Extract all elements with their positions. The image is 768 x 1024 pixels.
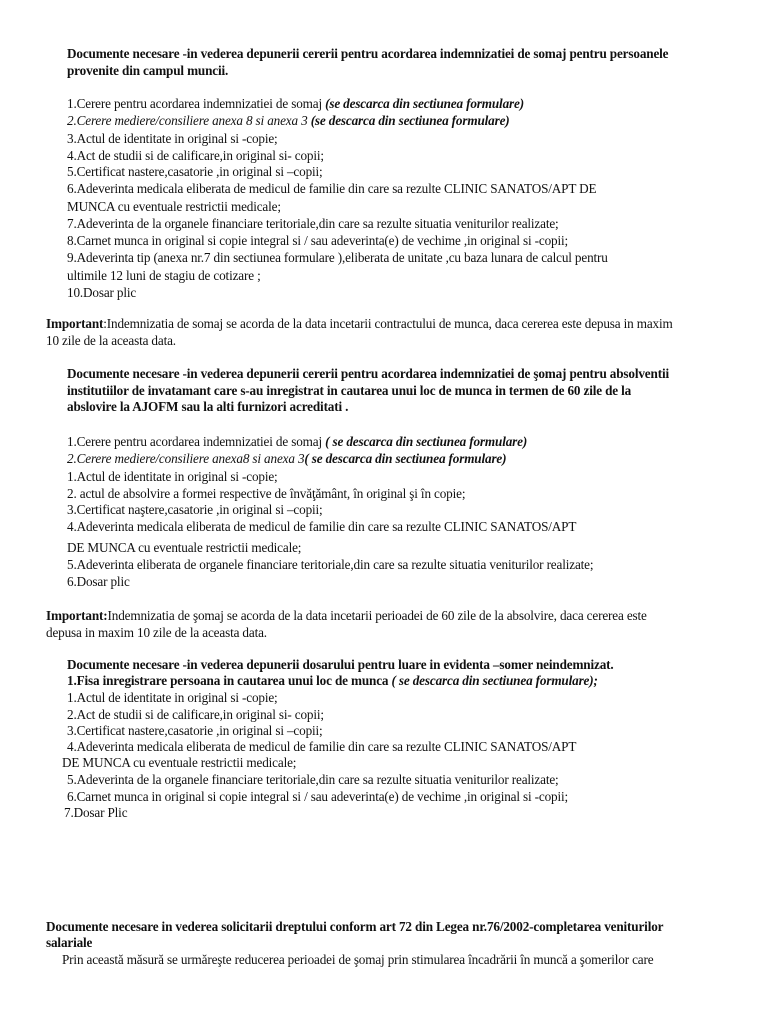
section1-heading-line1: Documente necesare -in vederea depunerii cererii pentru acordarea indemnizatiei de somaj pentru persoanele bbox=[67, 46, 669, 61]
section1-item-8: 8.Carnet munca in original si copie integral si / sau adeverinta(e) de vechime ,in original si -copii; bbox=[67, 233, 569, 248]
section1-item-4: 4.Act de studii si de calificare,in original si- copii; bbox=[67, 148, 324, 163]
section3-heading: Documente necesare -in vederea depunerii dosarului pentru luare in evidenta –somer neindemnizat. bbox=[67, 657, 614, 672]
item-text: 1.Fisa inregistrare persoana in cautarea unui loc de munca bbox=[67, 673, 392, 688]
section3-item-1: 1.Actul de identitate in original si -copie; bbox=[67, 690, 278, 705]
section2-item-1 bbox=[67, 434, 527, 450]
item-text: 1.Cerere pentru acordarea indemnizatiei de somaj bbox=[67, 434, 326, 449]
section3-item-5: 5.Adeverinta de la organele financiare teritoriale,din care sa rezulte situatia veniturilor realizate; bbox=[67, 772, 559, 787]
section3-item-fisa bbox=[67, 673, 598, 689]
item-text: 2.Cerere mediere/consiliere anexa 8 si anexa 3 bbox=[67, 113, 311, 128]
item-text: 2.Cerere mediere/consiliere anexa8 si anexa 3 bbox=[67, 451, 305, 466]
section1-item-9: 9.Adeverinta tip (anexa nr.7 din sectiunea formulare ),eliberata de unitate ,cu baza lunara de calcul pentru bbox=[67, 250, 608, 265]
section1-item-2 bbox=[67, 113, 510, 129]
section2-heading-line3: abslovire la AJOFM sau la alti furnizori acreditati . bbox=[67, 399, 349, 414]
section2-item-2 bbox=[67, 451, 506, 467]
important-label: Important bbox=[46, 316, 104, 331]
item-note: (se descarca din sectiunea formulare) bbox=[325, 96, 524, 111]
item-note: ( se descarca din sectiunea formulare); bbox=[391, 673, 598, 688]
important-text: :Indemnizatia de somaj se acorda de la data incetarii contractului de munca, daca cererea este depusa in maxim bbox=[103, 316, 673, 331]
item-note: (se descarca din sectiunea formulare) bbox=[310, 113, 510, 128]
section1-important-line1 bbox=[46, 316, 673, 332]
section4-paragraph: Prin această măsură se urmăreşte reducerea perioadei de şomaj prin stimularea încadrării în muncă a şomerilor care bbox=[62, 952, 654, 967]
section3-item-4-cont: DE MUNCA cu eventuale restrictii medicale; bbox=[62, 755, 297, 770]
section1-item-3: 3.Actul de identitate in original si -copie; bbox=[67, 131, 278, 146]
section2-item-3: 1.Actul de identitate in original si -copie; bbox=[67, 469, 278, 484]
section3-item-2: 2.Act de studii si de calificare,in original si- copii; bbox=[67, 707, 324, 722]
item-note: ( se descarca din sectiunea formulare) bbox=[325, 434, 528, 449]
section3-item-4: 4.Adeverinta medicala eliberata de medicul de familie din care sa rezulte CLINIC SANATOS/APT bbox=[67, 739, 577, 754]
section1-important-line2: 10 zile de la aceasta data. bbox=[46, 333, 176, 348]
item-text: 1.Cerere pentru acordarea indemnizatiei de somaj bbox=[67, 96, 326, 111]
section1-item-9-cont: ultimile 12 luni de stagiu de cotizare ; bbox=[67, 268, 261, 283]
section1-item-7: 7.Adeverinta de la organele financiare teritoriale,din care sa rezulte situatia veniturilor realizate; bbox=[67, 216, 559, 231]
section2-important-line2: depusa in maxim 10 zile de la aceasta data. bbox=[46, 625, 267, 640]
important-text: Indemnizatia de şomaj se acorda de la data incetarii perioadei de 60 zile de la absolvire, daca cererea este bbox=[107, 608, 647, 623]
section2-item-6: 4.Adeverinta medicala eliberata de medicul de familie din care sa rezulte CLINIC SANATOS/APT bbox=[67, 519, 577, 534]
section3-item-6: 6.Carnet munca in original si copie integral si / sau adeverinta(e) de vechime ,in original si -copii; bbox=[67, 789, 569, 804]
section2-item-6-cont: DE MUNCA cu eventuale restrictii medicale; bbox=[67, 540, 302, 555]
section2-item-5: 3.Certificat naştere,casatorie ,in original si –copii; bbox=[67, 502, 323, 517]
section1-item-10: 10.Dosar plic bbox=[67, 285, 137, 300]
section2-heading-line2: institutiilor de invatamant care s-au inregistrat in cautarea unui loc de munca in termen de 60 zile de la bbox=[67, 383, 632, 398]
section4-heading-line2: salariale bbox=[46, 935, 93, 950]
section1-item-6-cont: MUNCA cu eventuale restrictii medicale; bbox=[67, 199, 281, 214]
section1-item-1 bbox=[67, 96, 524, 112]
section3-item-3: 3.Certificat nastere,casatorie ,in original si –copii; bbox=[67, 723, 323, 738]
important-label: Important: bbox=[46, 608, 108, 623]
section2-heading-line1: Documente necesare -in vederea depunerii cererii pentru acordarea indemnizatiei de şomaj pentru absolventii bbox=[67, 366, 669, 381]
section1-item-6: 6.Adeverinta medicala eliberata de medicul de familie din care sa rezulte CLINIC SANATOS/APT DE bbox=[67, 181, 597, 196]
section2-important-line1 bbox=[46, 608, 647, 624]
section3-item-7: 7.Dosar Plic bbox=[64, 805, 128, 820]
section1-heading-line2: provenite din campul muncii. bbox=[67, 63, 229, 78]
section1-item-5: 5.Certificat nastere,casatorie ,in original si –copii; bbox=[67, 164, 323, 179]
section2-item-8: 6.Dosar plic bbox=[67, 574, 130, 589]
section2-item-4: 2. actul de absolvire a formei respective de învăţământ, în original şi în copie; bbox=[67, 486, 466, 501]
section4-heading-line1: Documente necesare in vederea solicitarii dreptului conform art 72 din Legea nr.76/2002-completarea veniturilor bbox=[46, 919, 664, 934]
item-note: ( se descarca din sectiunea formulare) bbox=[304, 451, 507, 466]
section2-item-7: 5.Adeverinta eliberata de organele financiare teritoriale,din care sa rezulte situatia veniturilor realizate; bbox=[67, 557, 594, 572]
